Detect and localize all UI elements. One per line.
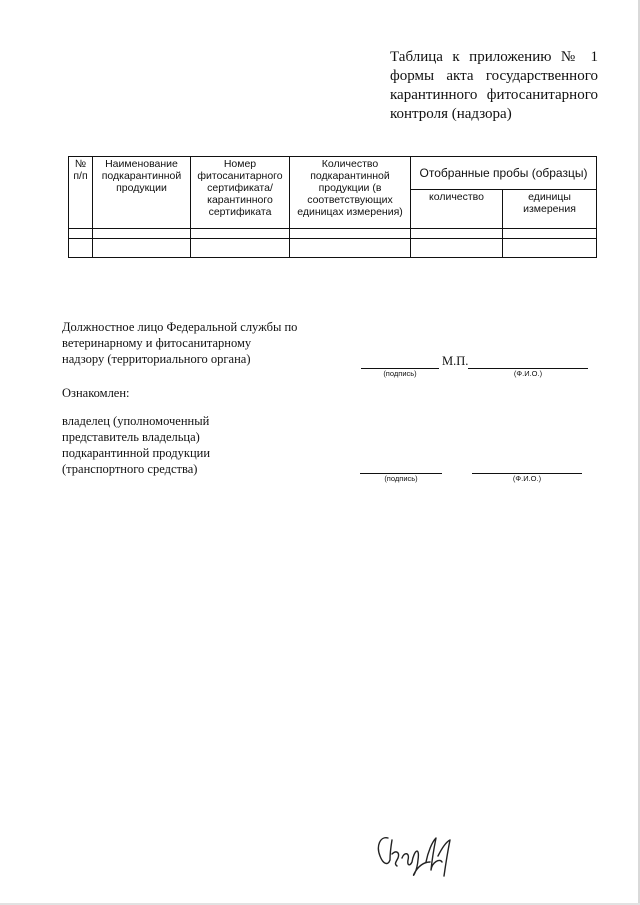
- stamp-place-label: М.П.: [442, 354, 469, 368]
- table-cell: [69, 229, 93, 239]
- owner-signature-caption: (подпись): [384, 474, 418, 483]
- owner-name-caption: (Ф.И.О.): [512, 474, 542, 483]
- table-header-title: [390, 48, 598, 124]
- col-product-name-header: Наименование подкарантинной продукции: [93, 157, 191, 229]
- header-line-2: формы акта государственного: [390, 68, 598, 84]
- table-cell: [93, 239, 191, 258]
- header-line-1: Таблица к приложению № 1: [390, 49, 598, 65]
- col-quantity-header: Количество подкарантинной продукции (в соответствующих единицах измерения): [290, 157, 411, 229]
- official-line-2: ветеринарному и фитосанитарному: [62, 336, 252, 350]
- owner-line-4: (транспортного средства): [62, 462, 198, 476]
- official-name-caption: (Ф.И.О.): [513, 369, 543, 378]
- header-line-3: карантинного фитосанитарного: [390, 87, 598, 103]
- table-cell: [69, 239, 93, 258]
- col-samples-header: Отобранные пробы (образцы): [411, 157, 597, 190]
- table-cell: [411, 229, 503, 239]
- table-cell: [191, 229, 290, 239]
- table-cell: [503, 239, 597, 258]
- col-number-header: № п/п: [69, 157, 93, 229]
- table-row: [69, 239, 597, 258]
- col-samples-quantity-header: количество: [411, 190, 503, 229]
- col-samples-unit-header: единицы измерения: [503, 190, 597, 229]
- header-line-4: контроля (надзора): [390, 106, 512, 122]
- official-block: [62, 319, 322, 367]
- owner-line-2: представитель владельца): [62, 430, 200, 444]
- owner-line-1: владелец (уполномоченный: [62, 414, 210, 428]
- table-cell: [290, 239, 411, 258]
- official-line-3: надзору (территориального органа): [62, 352, 251, 366]
- table-cell: [93, 229, 191, 239]
- owner-line-3: подкарантинной продукции: [62, 446, 211, 460]
- table-row: [69, 229, 597, 239]
- table-cell: [191, 239, 290, 258]
- official-signature-caption: (подпись): [383, 369, 417, 378]
- table-cell: [411, 239, 503, 258]
- table-cell: [290, 229, 411, 239]
- table-cell: [503, 229, 597, 239]
- col-certificate-header: Номер фитосанитарного сертификата/ карантинного сертификата: [191, 157, 290, 229]
- owner-block: [62, 413, 262, 477]
- handwritten-signature: [374, 832, 464, 882]
- samples-table: [68, 156, 597, 258]
- official-line-1: Должностное лицо Федеральной службы по: [62, 320, 298, 334]
- acquainted-label: Ознакомлен:: [62, 386, 130, 400]
